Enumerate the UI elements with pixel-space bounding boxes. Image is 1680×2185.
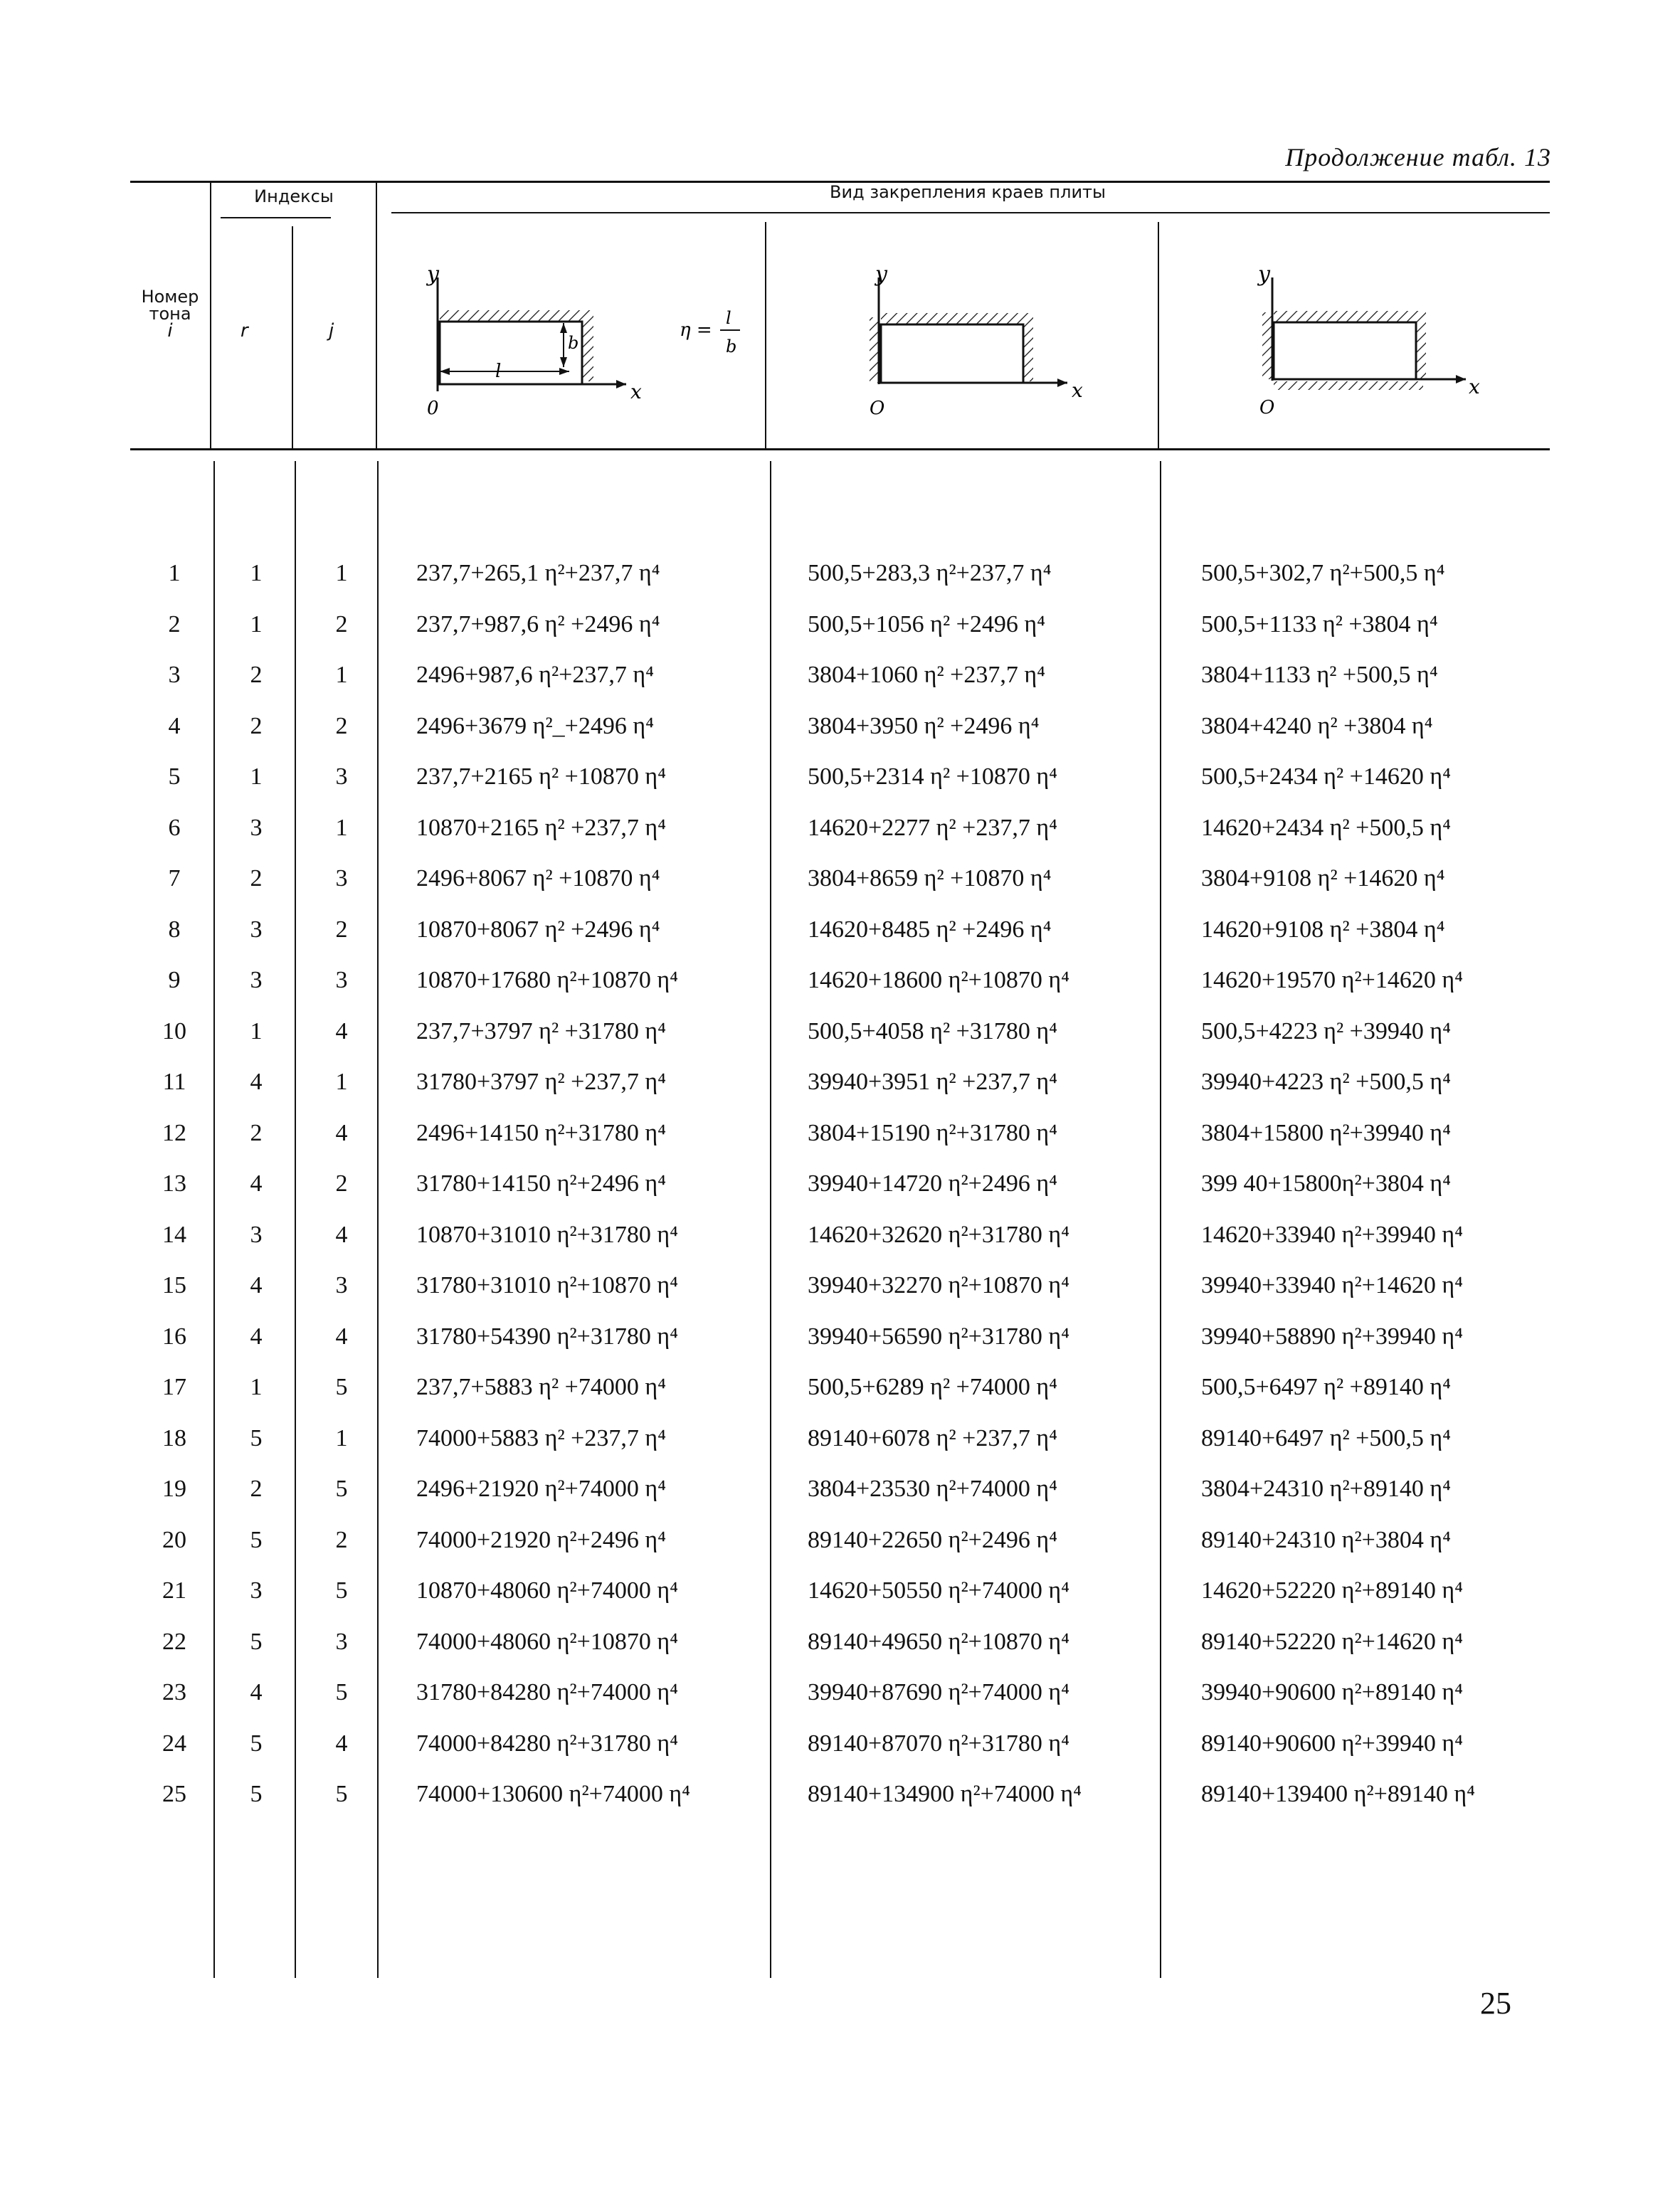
- row-number: 22: [162, 1628, 186, 1655]
- formula-case-3: 3804+1133 η² +500,5 η⁴: [1201, 662, 1438, 688]
- index-r: 3: [250, 814, 263, 841]
- index-j: 5: [335, 1374, 348, 1400]
- index-j: 1: [335, 1424, 348, 1451]
- table-row: [0, 1617, 1680, 1667]
- header-number-cell: [130, 287, 210, 342]
- row-number: 18: [162, 1424, 186, 1451]
- formula-case-2: 14620+32620 η²+31780 η⁴: [808, 1221, 1069, 1248]
- formula-case-3: 3804+15800 η²+39940 η⁴: [1201, 1119, 1451, 1146]
- formula-case-2: 89140+22650 η²+2496 η⁴: [808, 1526, 1057, 1553]
- index-j: 3: [335, 1628, 348, 1655]
- row-number: 6: [168, 814, 181, 841]
- formula-case-2: 39940+14720 η²+2496 η⁴: [808, 1170, 1057, 1197]
- formula-case-3: 14620+9108 η² +3804 η⁴: [1201, 916, 1445, 943]
- formula-case-2: 14620+8485 η² +2496 η⁴: [808, 916, 1052, 943]
- formula-case-1: 74000+48060 η²+10870 η⁴: [416, 1628, 678, 1655]
- row-number: 5: [168, 763, 181, 790]
- table-row: [0, 1158, 1680, 1209]
- formula-case-3: 500,5+6497 η² +89140 η⁴: [1201, 1374, 1451, 1400]
- index-r: 5: [250, 1424, 263, 1451]
- table-row: [0, 1515, 1680, 1565]
- row-number: 10: [162, 1017, 186, 1044]
- table-row: [0, 803, 1680, 853]
- index-j: 4: [335, 1221, 348, 1248]
- index-r: 4: [250, 1069, 263, 1095]
- index-j: 3: [335, 967, 348, 993]
- index-j: 2: [335, 610, 348, 637]
- index-r: 4: [250, 1272, 263, 1298]
- header-divider-1: [210, 182, 211, 448]
- formula-case-3: 14620+2434 η² +500,5 η⁴: [1201, 814, 1451, 841]
- eta-formula-lhs: η =: [680, 319, 712, 341]
- formula-case-1: 2496+14150 η²+31780 η⁴: [416, 1119, 666, 1146]
- formula-case-3: 500,5+2434 η² +14620 η⁴: [1201, 763, 1451, 790]
- formula-case-1: 74000+5883 η² +237,7 η⁴: [416, 1424, 666, 1451]
- index-r: 5: [250, 1781, 263, 1807]
- formula-case-3: 89140+24310 η²+3804 η⁴: [1201, 1526, 1451, 1553]
- index-r: 1: [250, 763, 263, 790]
- table-row: [0, 1667, 1680, 1718]
- row-number: 2: [168, 610, 181, 637]
- formula-case-1: 31780+84280 η²+74000 η⁴: [416, 1679, 678, 1705]
- diagram-1-origin-label: 0: [427, 398, 439, 419]
- formula-case-2: 39940+56590 η²+31780 η⁴: [808, 1323, 1069, 1350]
- index-r: 2: [250, 865, 263, 892]
- formula-case-1: 237,7+265,1 η²+237,7 η⁴: [416, 560, 660, 586]
- formula-case-3: 39940+33940 η²+14620 η⁴: [1201, 1272, 1463, 1298]
- row-number: 3: [168, 662, 181, 688]
- index-r: 3: [250, 1221, 263, 1248]
- formula-case-3: 89140+90600 η²+39940 η⁴: [1201, 1730, 1463, 1757]
- formula-case-2: 3804+15190 η²+31780 η⁴: [808, 1119, 1057, 1146]
- formula-case-3: 500,5+4223 η² +39940 η⁴: [1201, 1017, 1451, 1044]
- formula-case-1: 31780+3797 η² +237,7 η⁴: [416, 1069, 666, 1095]
- index-j: 5: [335, 1679, 348, 1705]
- formula-case-1: 74000+130600 η²+74000 η⁴: [416, 1781, 690, 1807]
- formula-case-1: 2496+987,6 η²+237,7 η⁴: [416, 662, 654, 688]
- header-r-label: r: [241, 320, 248, 342]
- formula-case-2: 89140+6078 η² +237,7 η⁴: [808, 1424, 1057, 1451]
- header-divider-2: [292, 226, 293, 448]
- formula-case-1: 10870+31010 η²+31780 η⁴: [416, 1221, 678, 1248]
- plate-diagram-1: [398, 249, 754, 420]
- formula-case-1: 237,7+987,6 η² +2496 η⁴: [416, 610, 660, 637]
- index-r: 1: [250, 1017, 263, 1044]
- plate-diagram-2: [840, 249, 1096, 420]
- table-row: [0, 751, 1680, 802]
- index-j: 5: [335, 1577, 348, 1604]
- formula-case-2: 500,5+6289 η² +74000 η⁴: [808, 1374, 1057, 1400]
- header-divider-3: [376, 182, 377, 448]
- index-j: 5: [335, 1476, 348, 1502]
- index-j: 2: [335, 1526, 348, 1553]
- table-row: [0, 701, 1680, 751]
- formula-case-3: 500,5+1133 η² +3804 η⁴: [1201, 610, 1438, 637]
- index-r: 3: [250, 916, 263, 943]
- row-number: 16: [162, 1323, 186, 1350]
- formula-case-1: 237,7+2165 η² +10870 η⁴: [416, 763, 666, 790]
- table-row: [0, 1108, 1680, 1158]
- formula-case-1: 31780+14150 η²+2496 η⁴: [416, 1170, 666, 1197]
- index-r: 5: [250, 1730, 263, 1757]
- table-row: [0, 1311, 1680, 1362]
- formula-case-3: 39940+90600 η²+89140 η⁴: [1201, 1679, 1463, 1705]
- index-r: 3: [250, 967, 263, 993]
- formula-case-2: 89140+49650 η²+10870 η⁴: [808, 1628, 1069, 1655]
- table-row: [0, 1464, 1680, 1514]
- table-row: [0, 1057, 1680, 1107]
- formula-case-3: 14620+33940 η²+39940 η⁴: [1201, 1221, 1463, 1248]
- formula-case-2: 14620+18600 η²+10870 η⁴: [808, 967, 1069, 993]
- formula-case-3: 39940+4223 η² +500,5 η⁴: [1201, 1069, 1451, 1095]
- index-j: 1: [335, 814, 348, 841]
- table-continuation-caption: Продолжение табл. 13: [1285, 143, 1551, 171]
- index-r: 4: [250, 1679, 263, 1705]
- index-r: 2: [250, 1119, 263, 1146]
- formula-case-3: 3804+4240 η² +3804 η⁴: [1201, 712, 1433, 739]
- formula-case-3: 399 40+15800η²+3804 η⁴: [1201, 1170, 1451, 1197]
- row-number: 12: [162, 1119, 186, 1146]
- formula-case-2: 3804+8659 η² +10870 η⁴: [808, 865, 1052, 892]
- formula-case-2: 500,5+1056 η² +2496 η⁴: [808, 610, 1045, 637]
- row-number: 9: [168, 967, 181, 993]
- index-j: 1: [335, 1069, 348, 1095]
- formula-case-1: 74000+84280 η²+31780 η⁴: [416, 1730, 678, 1757]
- row-number: 25: [162, 1781, 186, 1807]
- index-j: 4: [335, 1119, 348, 1146]
- header-j-label: j: [329, 320, 334, 342]
- index-r: 3: [250, 1577, 263, 1604]
- header-bottom-rule: [130, 448, 1550, 450]
- index-j: 1: [335, 560, 348, 586]
- index-r: 2: [250, 662, 263, 688]
- index-r: 1: [250, 610, 263, 637]
- formula-case-2: 39940+32270 η²+10870 η⁴: [808, 1272, 1069, 1298]
- index-r: 4: [250, 1170, 263, 1197]
- row-number: 24: [162, 1730, 186, 1757]
- row-number: 11: [162, 1069, 186, 1095]
- diagram-3-origin-label: O: [1259, 397, 1275, 418]
- formula-case-2: 14620+50550 η²+74000 η⁴: [808, 1577, 1069, 1604]
- formula-case-2: 500,5+2314 η² +10870 η⁴: [808, 763, 1057, 790]
- table-row: [0, 904, 1680, 955]
- diagram-1-l-label: l: [495, 361, 502, 382]
- index-j: 4: [335, 1323, 348, 1350]
- table-row: [0, 548, 1680, 598]
- formula-case-2: 3804+23530 η²+74000 η⁴: [808, 1476, 1057, 1502]
- formula-case-1: 10870+2165 η² +237,7 η⁴: [416, 814, 666, 841]
- table-row: [0, 650, 1680, 700]
- formula-case-2: 500,5+4058 η² +31780 η⁴: [808, 1017, 1057, 1044]
- table-row: [0, 1565, 1680, 1616]
- table-row: [0, 1413, 1680, 1464]
- index-r: 5: [250, 1628, 263, 1655]
- index-j: 1: [335, 662, 348, 688]
- row-number: 23: [162, 1679, 186, 1705]
- formula-case-1: 2496+21920 η²+74000 η⁴: [416, 1476, 666, 1502]
- table-row: [0, 1006, 1680, 1057]
- row-number: 1: [168, 560, 181, 586]
- header-tone-label: тона: [149, 304, 191, 324]
- formula-case-3: 89140+6497 η² +500,5 η⁴: [1201, 1424, 1451, 1451]
- index-r: 1: [250, 560, 263, 586]
- index-j: 5: [335, 1781, 348, 1807]
- row-number: 8: [168, 916, 181, 943]
- formula-case-3: 89140+139400 η²+89140 η⁴: [1201, 1781, 1475, 1807]
- row-number: 17: [162, 1374, 186, 1400]
- eta-formula-denominator: b: [726, 337, 737, 356]
- table-row: [0, 1718, 1680, 1769]
- formula-case-1: 2496+8067 η² +10870 η⁴: [416, 865, 660, 892]
- header-indices-label: Индексы: [254, 186, 334, 206]
- row-number: 21: [162, 1577, 186, 1604]
- header-divider-4: [765, 222, 766, 448]
- diagram-1-y-label: y: [427, 262, 439, 287]
- eta-formula-numerator: l: [726, 308, 731, 328]
- formula-case-2: 39940+3951 η² +237,7 η⁴: [808, 1069, 1057, 1095]
- table-row: [0, 853, 1680, 904]
- formula-case-2: 14620+2277 η² +237,7 η⁴: [808, 814, 1057, 841]
- index-j: 3: [335, 1272, 348, 1298]
- formula-case-1: 237,7+3797 η² +31780 η⁴: [416, 1017, 666, 1044]
- diagram-2-x-label: x: [1072, 379, 1083, 402]
- formula-case-1: 31780+54390 η²+31780 η⁴: [416, 1323, 678, 1350]
- formula-case-1: 10870+17680 η²+10870 η⁴: [416, 967, 678, 993]
- formula-case-1: 74000+21920 η²+2496 η⁴: [416, 1526, 666, 1553]
- index-j: 2: [335, 712, 348, 739]
- formula-case-1: 31780+31010 η²+10870 η⁴: [416, 1272, 678, 1298]
- row-number: 15: [162, 1272, 186, 1298]
- formula-case-2: 39940+87690 η²+74000 η⁴: [808, 1679, 1069, 1705]
- row-number: 4: [168, 712, 181, 739]
- formula-case-2: 500,5+283,3 η²+237,7 η⁴: [808, 560, 1052, 586]
- row-number: 14: [162, 1221, 186, 1248]
- plate-diagram-3: [1231, 245, 1487, 420]
- diagram-3-x-label: x: [1469, 375, 1480, 398]
- formula-case-2: 89140+134900 η²+74000 η⁴: [808, 1781, 1082, 1807]
- formula-case-3: 500,5+302,7 η²+500,5 η⁴: [1201, 560, 1445, 586]
- formula-case-1: 237,7+5883 η² +74000 η⁴: [416, 1374, 666, 1400]
- indices-underline: [221, 217, 331, 218]
- index-j: 3: [335, 865, 348, 892]
- formula-case-3: 3804+9108 η² +14620 η⁴: [1201, 865, 1445, 892]
- row-number: 20: [162, 1526, 186, 1553]
- formula-case-3: 3804+24310 η²+89140 η⁴: [1201, 1476, 1451, 1502]
- row-number: 7: [168, 865, 181, 892]
- table-row: [0, 1769, 1680, 1819]
- page-number: 25: [1480, 1986, 1511, 2021]
- edge-fixing-underline: [391, 212, 1550, 213]
- index-j: 2: [335, 916, 348, 943]
- diagram-1-b-label: b: [568, 333, 579, 353]
- formula-case-2: 3804+1060 η² +237,7 η⁴: [808, 662, 1045, 688]
- formula-case-3: 89140+52220 η²+14620 η⁴: [1201, 1628, 1463, 1655]
- index-r: 2: [250, 1476, 263, 1502]
- index-r: 5: [250, 1526, 263, 1553]
- table-row: [0, 599, 1680, 650]
- index-r: 4: [250, 1323, 263, 1350]
- formula-case-2: 89140+87070 η²+31780 η⁴: [808, 1730, 1069, 1757]
- diagram-3-y-label: y: [1258, 262, 1270, 287]
- index-j: 3: [335, 763, 348, 790]
- row-number: 13: [162, 1170, 186, 1197]
- diagram-2-origin-label: O: [870, 398, 885, 419]
- table-row: [0, 1362, 1680, 1412]
- table-row: [0, 1260, 1680, 1311]
- index-j: 4: [335, 1730, 348, 1757]
- formula-case-1: 2496+3679 η²_+2496 η⁴: [416, 712, 654, 739]
- diagram-1-x-label: x: [630, 380, 642, 403]
- row-number: 19: [162, 1476, 186, 1502]
- index-r: 1: [250, 1374, 263, 1400]
- index-r: 2: [250, 712, 263, 739]
- table-row: [0, 955, 1680, 1005]
- formula-case-3: 14620+19570 η²+14620 η⁴: [1201, 967, 1463, 993]
- formula-case-1: 10870+48060 η²+74000 η⁴: [416, 1577, 678, 1604]
- diagram-2-y-label: y: [875, 262, 887, 287]
- formula-case-1: 10870+8067 η² +2496 η⁴: [416, 916, 660, 943]
- header-i-label: i: [167, 320, 173, 342]
- table-row: [0, 1210, 1680, 1260]
- header-edge-fixing-label: Вид закрепления краев плиты: [830, 182, 1106, 202]
- index-j: 2: [335, 1170, 348, 1197]
- formula-case-2: 3804+3950 η² +2496 η⁴: [808, 712, 1040, 739]
- header-number-label: Номер: [141, 287, 199, 307]
- formula-case-3: 39940+58890 η²+39940 η⁴: [1201, 1323, 1463, 1350]
- formula-case-3: 14620+52220 η²+89140 η⁴: [1201, 1577, 1463, 1604]
- index-j: 4: [335, 1017, 348, 1044]
- header-divider-5: [1158, 222, 1159, 448]
